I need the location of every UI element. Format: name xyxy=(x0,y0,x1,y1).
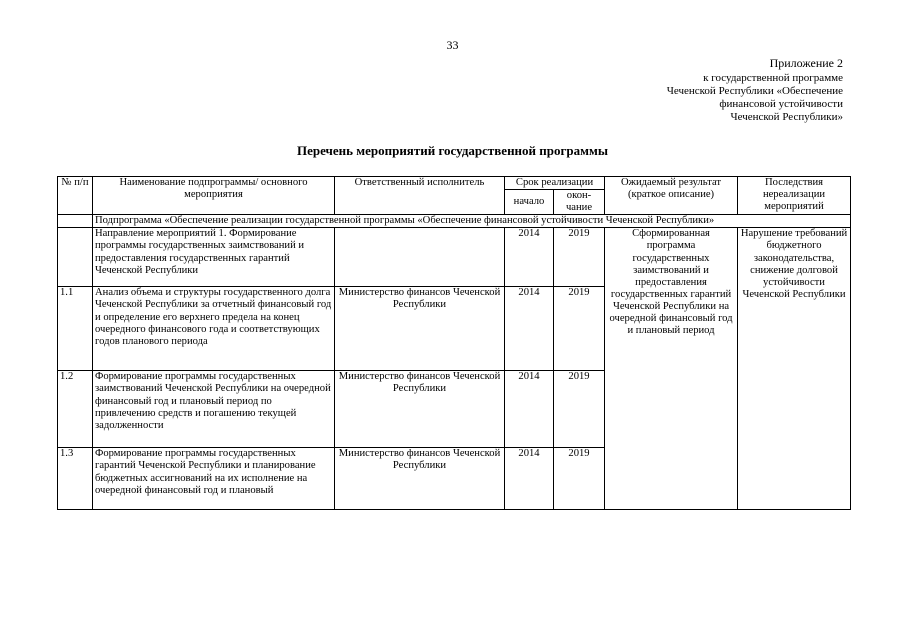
row-executor: Министерство финансов Чеченской Республики xyxy=(335,287,505,371)
subprogram-title: Подпрограмма «Обеспечение реализации государственной программы «Обеспечение финансовой устойчивости Чеченской Республики» xyxy=(93,215,851,228)
appendix-title: Приложение 2 xyxy=(769,56,843,70)
header-start: начало xyxy=(505,190,554,215)
row-end: 2019 xyxy=(554,287,605,371)
direction-start: 2014 xyxy=(505,228,554,287)
header-result: Ожидаемый результат (краткое описание) xyxy=(605,177,738,215)
header-consequences: Последствия нереализации мероприятий xyxy=(738,177,851,215)
row-executor: Министерство финансов Чеченской Республики xyxy=(335,448,505,510)
header-end: окон- чание xyxy=(554,190,605,215)
header-name: Наименование подпрограммы/ основного мероприятия xyxy=(93,177,335,215)
row-num: 1.3 xyxy=(58,448,93,510)
direction-name: Направление мероприятий 1. Формирование программы государственных заимствований и предоставления государственных гарантий Чеченской Республики xyxy=(93,228,335,287)
header-period: Срок реализации xyxy=(505,177,605,190)
direction-num-cell xyxy=(58,228,93,287)
appendix-subtitle-line: к государственной программе xyxy=(703,72,843,84)
header-row xyxy=(58,177,851,190)
expected-result: Сформированная программа государственных заимствований и предоставления государственных гарантий Чеченской Республики на очередной финансовый год и плановый период xyxy=(605,228,738,510)
row-start: 2014 xyxy=(505,448,554,510)
row-end: 2019 xyxy=(554,371,605,448)
row-end: 2019 xyxy=(554,448,605,510)
direction-executor-cell xyxy=(335,228,505,287)
direction-row xyxy=(58,228,851,287)
document-title: Перечень мероприятий государственной программы xyxy=(296,143,609,158)
row-executor: Министерство финансов Чеченской Республики xyxy=(335,371,505,448)
row-name: Формирование программы государственных гарантий Чеченской Республики и планирование бюджетных ассигнований на их исполнение на очередной финансовый год и плановый xyxy=(93,448,335,510)
events-table xyxy=(57,176,851,510)
header-num: № п/п xyxy=(58,177,93,215)
row-num: 1.2 xyxy=(58,371,93,448)
appendix-subtitle-line: финансовой устойчивости xyxy=(719,98,843,110)
row-name: Анализ объема и структуры государственного долга Чеченской Республики за отчетный финансовый год и определение его верхнего предела на конец очередного финансового года и соответствующих годов планового периода xyxy=(93,287,335,371)
row-name: Формирование программы государственных заимствований Чеченской Республики на очередной финансовый год и плановый период по привлечению средств и погашению текущей задолженности xyxy=(93,371,335,448)
direction-end: 2019 xyxy=(554,228,605,287)
page-number: 33 xyxy=(446,38,459,52)
subprogram-row xyxy=(58,215,851,228)
header-executor: Ответственный исполнитель xyxy=(335,177,505,215)
appendix-subtitle-line: Чеченской Республики «Обеспечение xyxy=(666,85,843,97)
subprogram-num-cell xyxy=(58,215,93,228)
row-start: 2014 xyxy=(505,287,554,371)
consequences: Нарушение требований бюджетного законодательства, снижение долговой устойчивости Чеченской Республики xyxy=(738,228,851,510)
row-num: 1.1 xyxy=(58,287,93,371)
row-start: 2014 xyxy=(505,371,554,448)
appendix-subtitle xyxy=(583,72,843,124)
appendix-subtitle-line: Чеченской Республики» xyxy=(730,111,843,123)
